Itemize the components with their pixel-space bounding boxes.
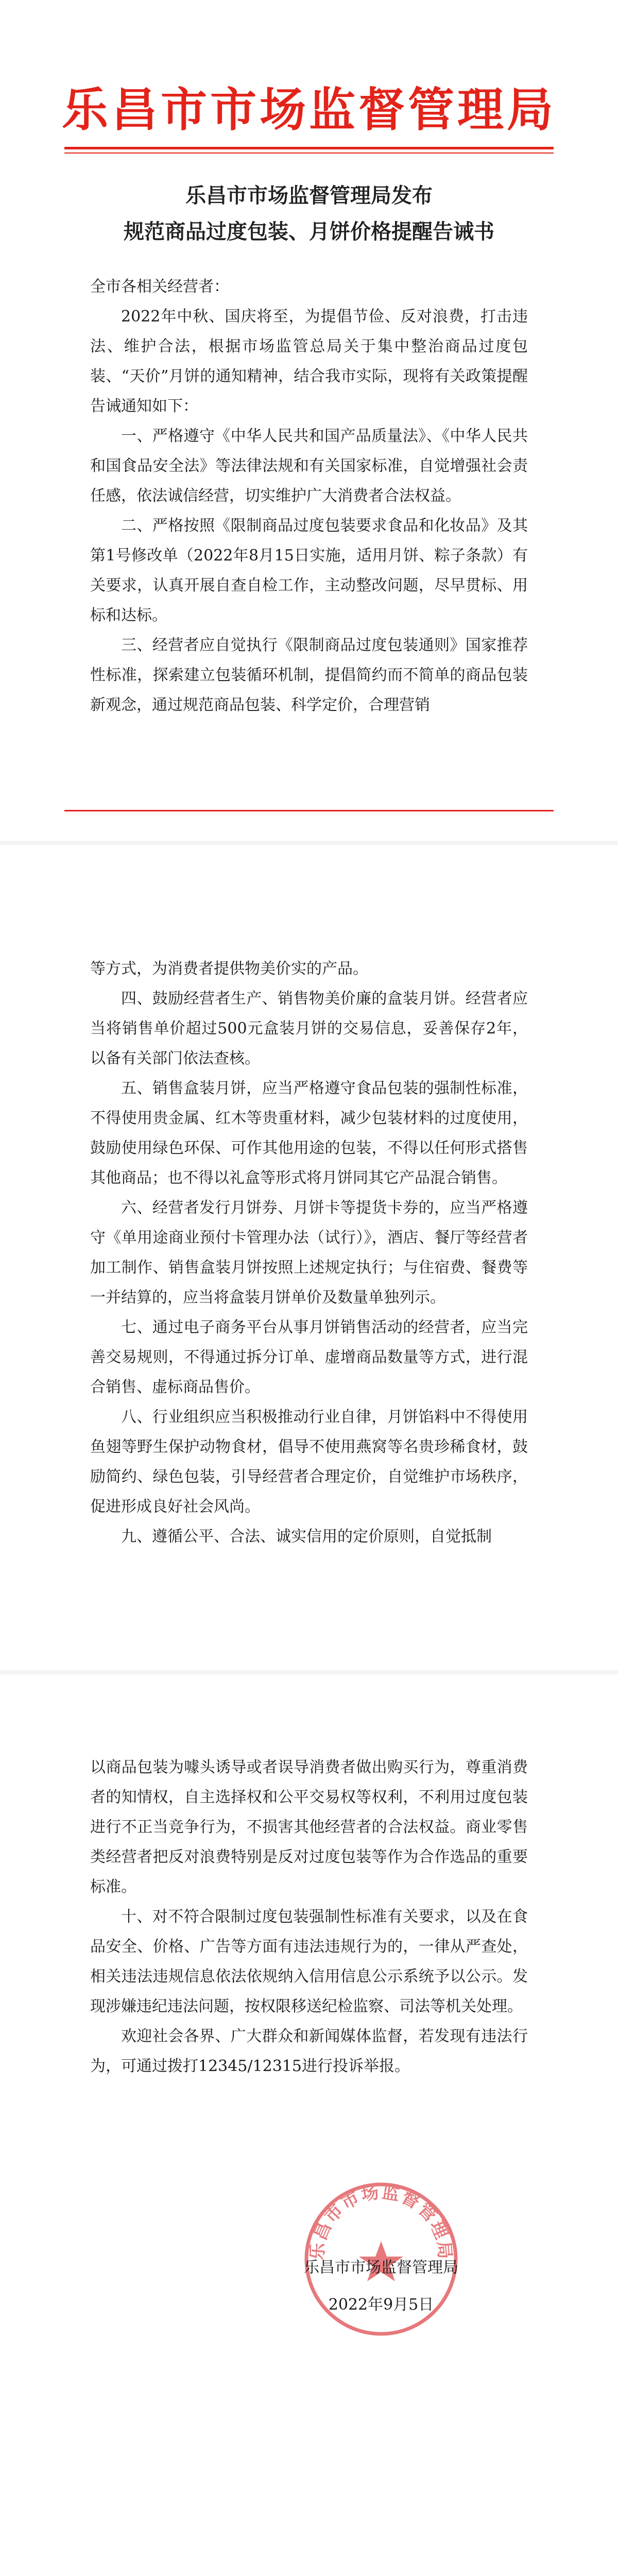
letterhead-title: 乐昌市市场监督管理局 [62,83,556,137]
signature-date: 2022年9月5日 [328,2296,434,2314]
item-1: 一、严格遵守《中华人民共和国产品质量法》、《中华人民共和国食品安全法》等法律法规和有关国家标准，自觉增强社会责任感，依法诚信经营，切实维护广大消费者合法权益。 [90,427,528,505]
signature-organization: 乐昌市市场监督管理局 [304,2259,458,2277]
page-1-body [90,272,528,720]
item-5: 五、销售盒装月饼，应当严格遵守食品包装的强制性标准，不得使用贵金属、红木等贵重材料，减少包装材料的过度使用，鼓励使用绿色环保、可作其他用途的包装，不得以任何形式搭售其他商品；也不得以礼盒等形式将月饼同其它产品混合销售。 [90,1079,528,1187]
item-8: 八、行业组织应当积极推动行业自律，月饼馅料中不得使用鱼翅等野生保护动物食材，倡导不使用燕窝等名贵珍稀食材，鼓励简约、绿色包装，引导经营者合理定价，自觉维护市场秩序，促进形成良好社会风尚。 [90,1408,528,1516]
document-title-line2: 规范商品过度包装、月饼价格提醒告诫书 [124,219,494,244]
page-2-body [90,954,528,1552]
item-3-part1: 三、经营者应自觉执行《限制商品过度包装通则》国家推荐性标准，探索建立包装循环机制，提倡简约而不简单的商品包装新观念，通过规范商品包装、科学定价，合理营销 [90,636,528,714]
item-9-part2: 以商品包装为噱头诱导或者误导消费者做出购买行为，尊重消费者的知情权，自主选择权和公平交易权等权利，不利用过度包装进行不正当竞争行为，不损害其他经营者的合法权益。商业零售类经营者把反对浪费特别是反对过度包装等作为合作选品的重要标准。 [90,1758,528,1896]
item-9-part1: 九、遵循公平、合法、诚实信用的定价原则，自觉抵制 [121,1528,492,1546]
item-7: 七、通过电子商务平台从事月饼销售活动的经营者，应当完善交易规则，不得通过拆分订单、虚增商品数量等方式，进行混合销售、虚标商品售价。 [90,1318,528,1396]
closing-paragraph: 欢迎社会各界、广大群众和新闻媒体监督，若发现有违法行为，可通过拨打12345/12315进行投诉举报。 [90,2027,528,2075]
page-1-footer-rule [64,810,554,811]
page-3-body [90,1753,528,2081]
letterhead-rule-thick [64,147,554,149]
page-1 [0,0,618,845]
item-2: 二、严格按照《限制商品过度包装要求食品和化妆品》及其第1号修改单（2022年8月15日实施，适用月饼、粽子条款）有关要求，认真开展自查自检工作，主动整改问题，尽早贯标、用标和达标。 [90,517,528,624]
item-4: 四、鼓励经营者生产、销售物美价廉的盒装月饼。经营者应当将销售单价超过500元盒装月饼的交易信息，妥善保存2年，以备有关部门依法查核。 [90,990,528,1067]
item-6: 六、经营者发行月饼券、月饼卡等提货卡券的，应当严格遵守《单用途商业预付卡管理办法（试行）》，酒店、餐厅等经营者加工制作、销售盒装月饼按照上述规定执行；与住宿费、餐费等一并结算的，应当将盒装月饼单价及数量单独列示。 [90,1199,528,1307]
seal-text-path: 乐昌市市场监督管理局 [306,2181,456,2261]
document-title-line1: 乐昌市市场监督管理局发布 [185,183,433,208]
item-10: 十、对不符合限制过度包装强制性标准有关要求，以及在食品安全、价格、广告等方面有违法违规行为的，一律从严查处，相关违法违规信息依法依规纳入信用信息公示系统予以公示。发现涉嫌违纪违法问题，按权限移送纪检监察、司法等机关处理。 [90,1908,528,2015]
letterhead-rule-thin [64,152,554,154]
intro-paragraph: 2022年中秋、国庆将至，为提倡节俭、反对浪费，打击违法、维护合法，根据市场监管总局关于集中整治商品过度包装、“天价”月饼的通知精神，结合我市实际，现将有关政策提醒告诫通知如下： [90,308,528,415]
item-3-part2: 等方式，为消费者提供物美价实的产品。 [90,960,368,978]
page-2 [0,845,618,1674]
salutation: 全市各相关经营者： [90,278,229,296]
